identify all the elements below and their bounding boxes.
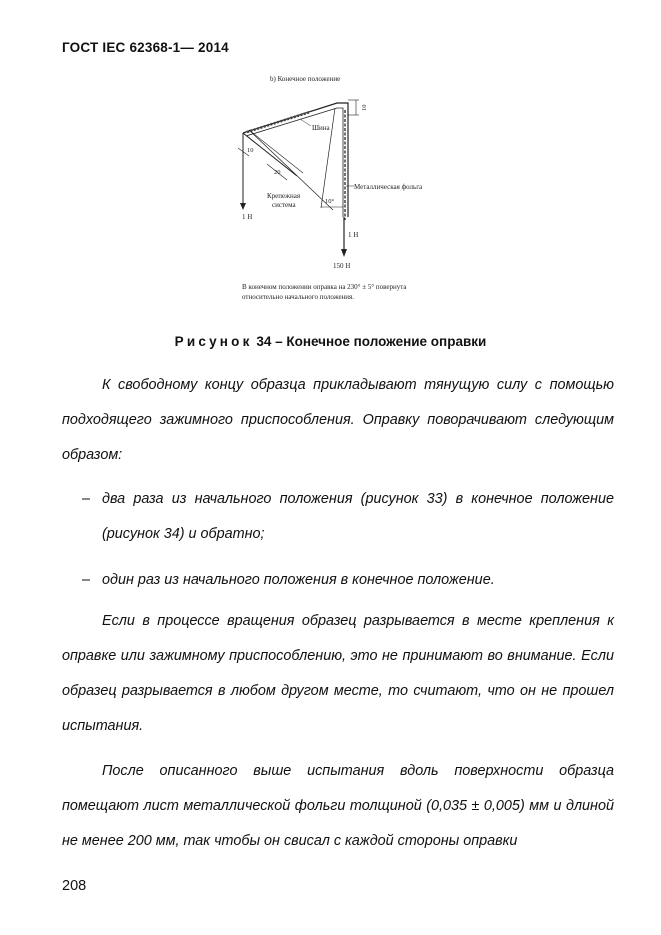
list-item-text: два раза из начального положения (рисунок 33) в конечное положение (рисунок 34) и обратно;: [102, 491, 614, 542]
caption-text: 34 – Конечное положение оправки: [252, 334, 487, 349]
fastening-label-line2: система: [272, 201, 296, 209]
caption-prefix: Рисунок: [174, 334, 253, 349]
paragraph-2: Если в процессе вращения образец разрывается в месте крепления к оправке или зажимному приспособлению, это не принимают во внимание. Если образец разрывается в любом другом месте, то считают, что он не прошел испытания.: [62, 613, 614, 734]
fastening-arm-inner: [249, 130, 303, 173]
list-item-1: [62, 482, 614, 552]
right-force-arrowhead: [341, 249, 347, 257]
left-force-arrowhead: [240, 203, 246, 210]
paragraph-3: После описанного выше испытания вдоль поверхности образца помещают лист металлической фольги толщиной (0,035 ± 0,005) мм и длиной не менее 200 мм, так чтобы он свисал с каждой стороны оправки: [62, 763, 614, 849]
fastening-label-line1: Крепежная: [267, 192, 301, 200]
dim-20-value: 20: [274, 169, 281, 176]
figure-caption: [0, 334, 661, 349]
list-dash: –: [82, 491, 91, 507]
right-force-label: 1 Н: [348, 231, 359, 239]
angle-guide-line: [321, 108, 335, 208]
tire-label: Шина: [312, 124, 330, 132]
figure-34-diagram: [225, 70, 465, 305]
foil-label: Металлическая фольга: [354, 183, 423, 191]
dim-left-value: 10: [247, 147, 254, 154]
list-dash: –: [82, 572, 91, 588]
figure-note-line1: В конечном положении оправка на 230° ± 5° повернута: [242, 283, 407, 291]
paragraph-1: К свободному концу образца прикладывают тянущую силу с помощью подходящего зажимного приспособления. Оправку поворачивают следующим образом:: [62, 377, 614, 463]
left-force-label: 1 Н: [242, 213, 253, 221]
figure-note-line2: относительно начального положения.: [242, 293, 355, 301]
figure-subtitle: b) Конечное положение: [270, 75, 341, 83]
page-number: 208: [62, 878, 87, 894]
tire-leader: [300, 119, 311, 126]
list-item-2: [62, 563, 614, 598]
list-item-text: один раз из начального положения в конечное положение.: [102, 572, 495, 588]
dim-top-value: 10: [361, 104, 368, 111]
mandrel-diagram-svg: [225, 70, 465, 305]
fastening-arm: [243, 133, 297, 176]
document-header: ГОСТ IEC 62368-1— 2014: [62, 40, 229, 55]
bottom-force-label: 150 Н: [333, 262, 351, 270]
angle-value: 10°: [325, 198, 335, 205]
